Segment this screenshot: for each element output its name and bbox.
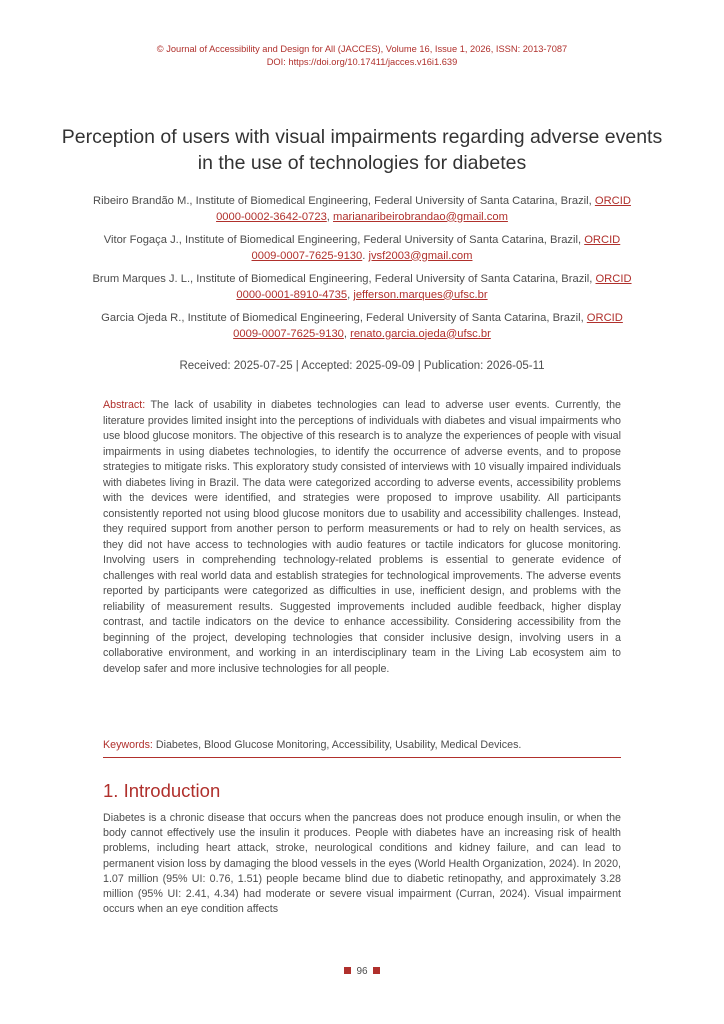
orcid-link[interactable]: ORCID 0000-0001-8910-4735 [236,273,632,301]
author-affiliation: Vitor Fogaça J., Institute of Biomedical Engineering, Federal University of Santa Catarina, Brazil, [103,234,582,246]
email-link[interactable]: jvsf2003@gmail.com [368,249,473,262]
page-number: 96 [356,966,368,977]
author-entry: Vitor Fogaça J., Institute of Biomedical Engineering, Federal University of Santa Catarina, Brazil, ORCID 0009-0007-7625-9130. jvsf2003@gmail.com [103,234,621,262]
orcid-link[interactable]: ORCID 0009-0007-7625-9130 [233,312,623,340]
journal-header [0,43,724,69]
email-link[interactable]: marianaribeirobrandao@gmail.com [333,210,508,223]
author-entry: Ribeiro Brandão M., Institute of Biomedical Engineering, Federal University of Santa Catarina, Brazil, ORCID 0000-0002-3642-0723, marianaribeirobrandao@gmail.com [93,195,631,223]
abstract-text: The lack of usability in diabetes technologies can lead to adverse user events. Currently, the literature provides limited insight into the perceptions of individuals with diabetes and visual impairments who use blood glucose monitors. The objective of this research is to analyze the experiences of people with visual impairments in using diabetes technologies, to identify the occurrence of adverse events, and to propose strategies to mitigate risks. This exploratory study consisted of interviews with 10 visually impaired individuals with diabetes living in Brazil. The data were categorized according to adverse events, accessibility problems with the devices were identified, and strategies were proposed to improve usability. All participants consistently reported not using blood glucose monitors due to usability and accessibility challenges. Instead, they required support from another person to perform measurements or had to rely on health services, as they did not have access to technologies with audio features or tactile indicators for glucose monitoring. Involving users in comprehending technology-related problems is essential to generate evidence of challenges with real world data and establish strategies for technological improvements. The adverse events reported by participants were categorized as difficulties in use, inefficient design, and problems with the reliability of measurement results. Suggested improvements included audible feedback, higher display contrast, and tactile indicators on the device to enhance accessibility. Considering accessibility from the beginning of the project, developing technologies that consider inclusive design, involving users in a collaborative environment, and working in an interdisciplinary team in the Living Lab ecosystem aim to develop safer and more inclusive technologies for all people. [103,399,621,675]
author-entry: Brum Marques J. L., Institute of Biomedical Engineering, Federal University of Santa Catarina, Brazil, ORCID 0000-0001-8910-4735, jefferson.marques@ufsc.br [92,273,632,301]
author-affiliation: Ribeiro Brandão M., Institute of Biomedical Engineering, Federal University of Santa Catarina, Brazil, [93,195,592,207]
email-link[interactable]: renato.garcia.ojeda@ufsc.br [350,327,491,340]
article-title: Perception of users with visual impairments regarding adverse events in the use of technologies for diabetes [61,126,663,174]
square-icon [344,967,351,974]
abstract-label: Abstract: [103,399,146,411]
author-entry: Garcia Ojeda R., Institute of Biomedical Engineering, Federal University of Santa Catarina, Brazil, ORCID 0009-0007-7625-9130, renato.garcia.ojeda@ufsc.br [101,312,623,340]
page-footer [0,966,724,977]
keywords [103,738,621,758]
doi-line: DOI: https://doi.org/10.17411/jacces.v16i1.639 [266,57,458,67]
publication-dates: Received: 2025-07-25 | Accepted: 2025-09-09 | Publication: 2026-05-11 [179,360,545,372]
introduction-text: Diabetes is a chronic disease that occurs when the pancreas does not produce enough insulin, or when the body cannot effectively use the insulin it produces. People with diabetes have an increasing risk of health problems, including heart attack, stroke, neurological conditions and kidney failure, and can lead to permanent vision loss by damaging the blood vessels in the eyes (World Health Organization, 2024). In 2020, 1.07 million (95% UI: 0.76, 1.51) people became blind due to diabetic retinopathy, and approximately 3.28 million (95% UI: 2.41, 4.34) had moderate or severe visual impairment (Curran, 2024). Visual impairment occurs when an eye condition affects [103,812,621,916]
keywords-text: Diabetes, Blood Glucose Monitoring, Accessibility, Usability, Medical Devices. [155,739,522,751]
journal-citation: © Journal of Accessibility and Design for All (JACCES), Volume 16, Issue 1, 2026, ISSN: 2013-7087 [156,44,568,54]
author-affiliation: Garcia Ojeda R., Institute of Biomedical Engineering, Federal University of Santa Catarina, Brazil, [101,312,584,324]
section-heading: 1. Introduction [103,780,221,801]
orcid-link[interactable]: ORCID 0009-0007-7625-9130 [251,234,621,262]
square-icon [373,967,380,974]
author-affiliation: Brum Marques J. L., Institute of Biomedical Engineering, Federal University of Santa Catarina, Brazil, [92,273,593,285]
email-link[interactable]: jefferson.marques@ufsc.br [353,288,488,301]
orcid-link[interactable]: ORCID 0000-0002-3642-0723 [216,195,631,223]
keywords-label: Keywords: [103,739,153,751]
abstract [103,398,621,677]
